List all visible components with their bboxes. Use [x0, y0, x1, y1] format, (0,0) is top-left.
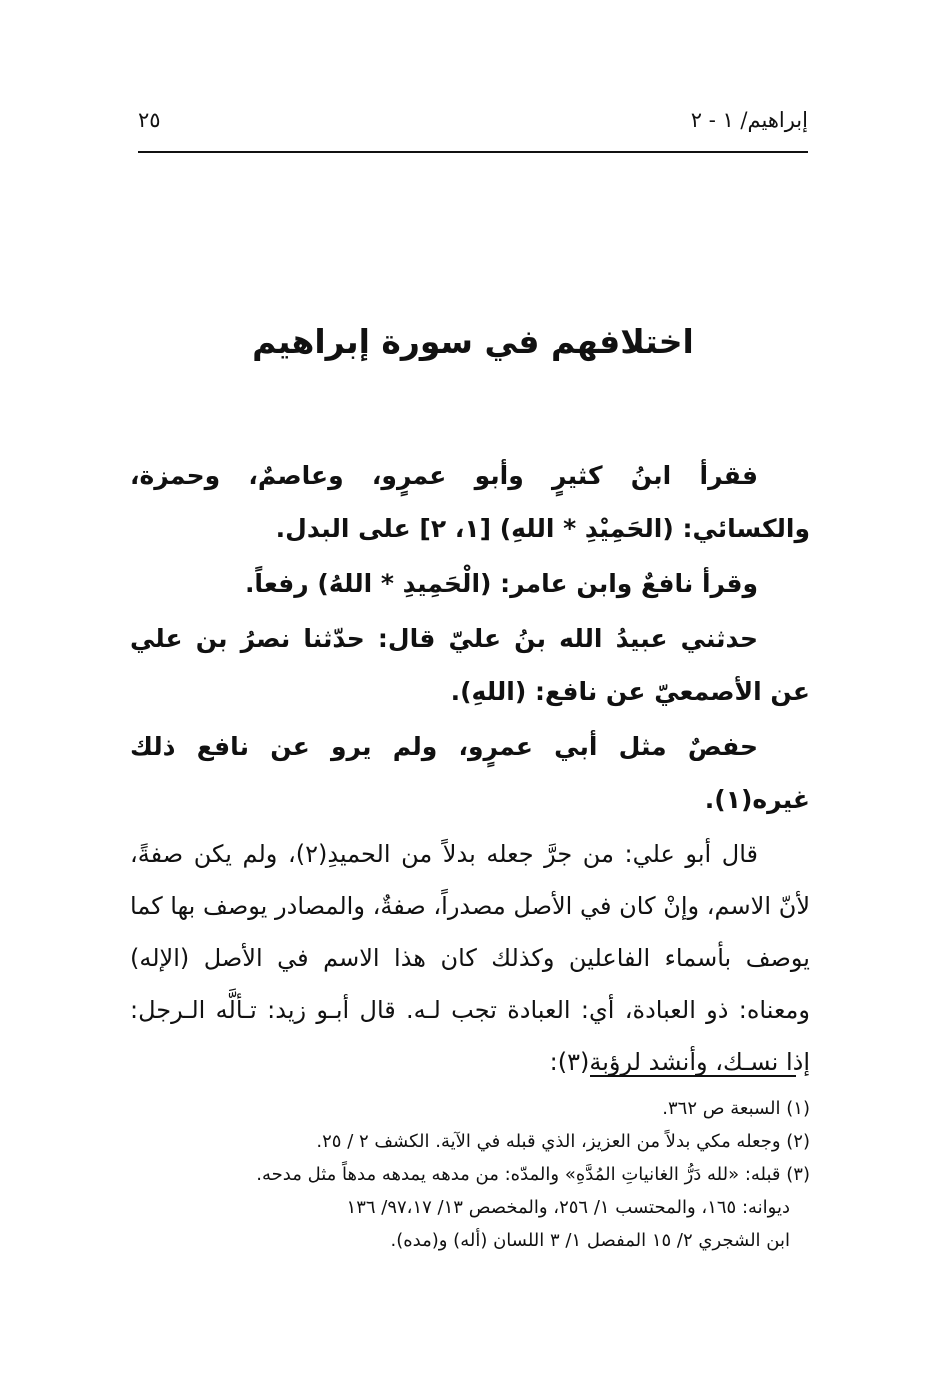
footnote-3-continuation-1: ديوانه: ١٦٥، والمحتسب ١/ ٢٥٦، والمخصص ١٣/ ٩٧،١٧/ ١٣٦ — [346, 1197, 790, 1218]
running-title: إبراهيم/ ١ - ٢ — [690, 108, 808, 132]
header-rule — [138, 151, 808, 153]
footnote-1: (١) السبعة ص ٣٦٢. — [662, 1098, 810, 1119]
paragraph-hadith-chain: حدثني عبيدُ الله بنُ عليّ قال: حدّثنا نصرُ بن علي عن الأصمعيّ عن نافع: (اللهِ). — [130, 624, 810, 706]
footnote-3-continuation-2: ابن الشجري ٢/ ١٥ المفصل ١/ ٣ اللسان (أله) و(مده). — [390, 1230, 790, 1251]
page-number: ٢٥ — [138, 108, 161, 132]
page-header — [138, 108, 808, 152]
paragraph-reading-nafi: وقرأ نافعٌ وابن عامر: (الْحَمِيدِ * اللهُ) رفعاً. — [244, 569, 758, 598]
footnote-3: (٣) قبله: «لله دَرُّ الغانياتِ المُدَّهِ» والمدّه: من مدهه يمدهه مدهاً مثل مدحه. — [256, 1164, 810, 1185]
paragraph-abu-ali-commentary: قال أبو علي: من جرَّ جعله بدلاً من الحميدِ(٢)، ولم يكن صفةً، لأنّ الاسم، وإنْ كان في الأصل مصدراً، صفةٌ، والمصادر يوصف بها كما يوصف بأسماء الفاعلين وكذلك كان هذا الاسم في الأصل (الإله) ومعناه: ذو العبادة، أي: العبادة تجب لـه. قال أبـو زيد: تـألَّه الـرجل: إذا نسـك، وأنشد لرؤبة(٣): — [130, 840, 810, 1076]
paragraph-reading-ibn-kathir: فقرأ ابنُ كثيرٍ وأبو عمرٍو، وعاصمٌ، وحمزة، والكسائي: (الحَمِيْدِ * اللهِ) [١، ٢] على البدل. — [130, 461, 810, 543]
chapter-title: اختلافهم في سورة إبراهيم — [252, 322, 694, 361]
paragraph-hafs: حفصٌ مثل أبي عمرٍو، ولم يرو عن نافع ذلك غيره(١). — [130, 732, 810, 814]
footnote-2: (٢) وجعله مكي بدلاً من العزيز، الذي قبله في الآية. الكشف ٢ / ٢٥. — [316, 1131, 810, 1152]
main-text — [130, 449, 810, 1088]
footnote-rule — [590, 1075, 796, 1077]
footnotes — [110, 1092, 810, 1257]
